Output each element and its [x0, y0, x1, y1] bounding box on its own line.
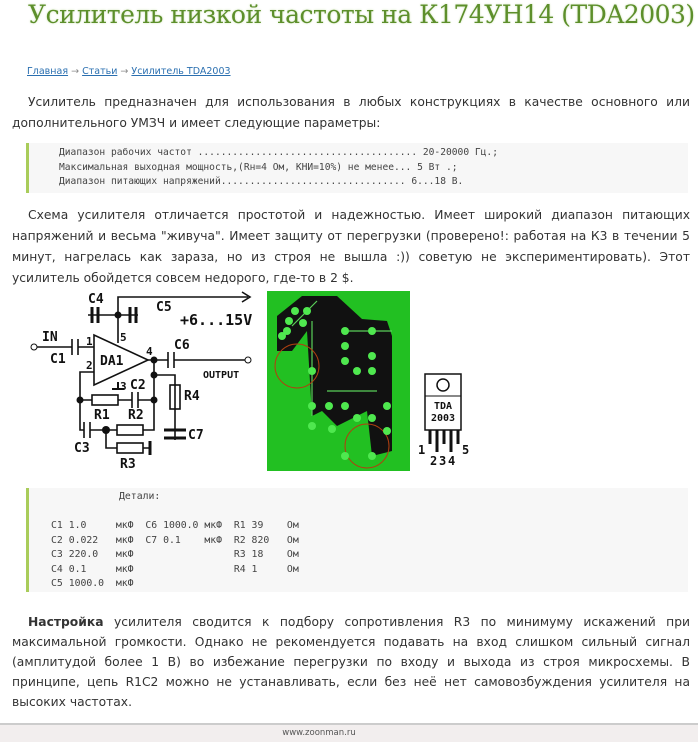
param-line: Диапазон рабочих частот ...................................... 20-20000 Гц.;	[59, 147, 498, 158]
tuning-paragraph	[12, 612, 690, 712]
label-pin3: 3	[120, 380, 127, 393]
chip-pin-5: 5	[462, 443, 470, 457]
label-pin1: 1	[86, 335, 93, 348]
details-row: C3 220.0 мкФ R3 18 Ом	[51, 549, 299, 560]
breadcrumb-separator: →	[71, 66, 80, 77]
details-row: C2 0.022 мкФ C7 0.1 мкФ R2 820 Ом	[51, 534, 299, 546]
chip-pin-3: 3	[439, 454, 447, 467]
chip-label-line2: 2003	[430, 413, 456, 424]
label-r1: R1	[94, 408, 110, 423]
page-title: Усилитель низкой частоты на К174УН14 (TDA2003)	[28, 0, 695, 29]
label-c2: C2	[130, 378, 146, 393]
label-c5: C5	[156, 300, 172, 315]
chip-pin-4: 4	[448, 454, 456, 467]
tda2003-package-icon	[415, 372, 475, 467]
details-heading: Детали:	[119, 491, 161, 502]
breadcrumb-separator: →	[120, 66, 129, 77]
schematic-diagram	[20, 285, 270, 475]
label-c7: C7	[188, 428, 204, 443]
breadcrumb-home[interactable]: Главная	[27, 66, 69, 77]
tuning-text: усилителя сводится к подбору сопротивления R3 по минимуму искажений при максимальной громкости. Однако не рекомендуется подавать на вход слишком сильный сигнал (амплитудой более 1 В) во избежание перегрузки по входу и выхода из строя микросхемы. В принципе, цепь R1C2 можно не устанавливать, если без неё нет самовозбуждения усилителя на высоких частотах.	[12, 615, 690, 709]
params-block	[26, 143, 688, 193]
details-block	[26, 488, 688, 592]
chip-pin-2: 2	[430, 454, 438, 467]
chip-pin-1: 1	[418, 443, 426, 457]
chip-label-line1: TDA	[433, 401, 453, 412]
label-c3: C3	[74, 441, 90, 456]
param-line: Диапазон питающих напряжений................................ 6...18 В.	[59, 176, 464, 187]
label-pin2: 2	[86, 359, 93, 372]
label-output: OUTPUT	[203, 370, 240, 381]
label-pin4: 4	[146, 345, 153, 358]
label-c1: C1	[50, 352, 66, 367]
label-r2: R2	[128, 408, 144, 423]
label-supply: +6...15V	[180, 311, 253, 329]
breadcrumb-articles[interactable]: Статьи	[82, 66, 118, 77]
details-row: C1 1.0 мкФ C6 1000.0 мкФ R1 39 Ом	[51, 520, 299, 531]
label-r4: R4	[184, 389, 200, 404]
param-line: Максимальная выходная мощность,(Rн=4 Ом, КНИ=10%) не менее... 5 Вт .;	[59, 161, 458, 173]
footer-site[interactable]: www.zoonman.ru	[282, 728, 356, 738]
pcb-layout-image	[267, 291, 410, 471]
description-paragraph: Схема усилителя отличается простотой и надежностью. Имеет широкий диапазон питающих напряжений и весьма "живуча". Имеет защиту от перегрузки (проверено!: работая на К3 в течении 5 минут, нагрелась как зараза, но из строя не вышла :)) советую не экспериментировать). Этот усилитель обойдется совсем недорого, где-то в 2 $.	[12, 208, 690, 285]
label-r3: R3	[120, 457, 136, 472]
details-row: C5 1000.0 мкФ	[51, 578, 134, 589]
details-row: C4 0.1 мкФ R4 1 Ом	[51, 563, 299, 575]
label-da1: DA1	[100, 354, 124, 369]
breadcrumb-current[interactable]: Усилитель TDA2003	[131, 66, 231, 77]
breadcrumb	[27, 66, 231, 77]
footer	[0, 723, 698, 742]
intro-paragraph: Усилитель предназначен для использования в любых конструкциях в качестве основного или дополнительного УМЗЧ и имеет следующие параметры:	[12, 95, 690, 130]
label-in: IN	[42, 330, 58, 345]
label-c4: C4	[88, 292, 104, 307]
label-pin5: 5	[120, 331, 127, 344]
tuning-bold: Настройка	[28, 615, 104, 629]
label-c6: C6	[174, 338, 190, 353]
